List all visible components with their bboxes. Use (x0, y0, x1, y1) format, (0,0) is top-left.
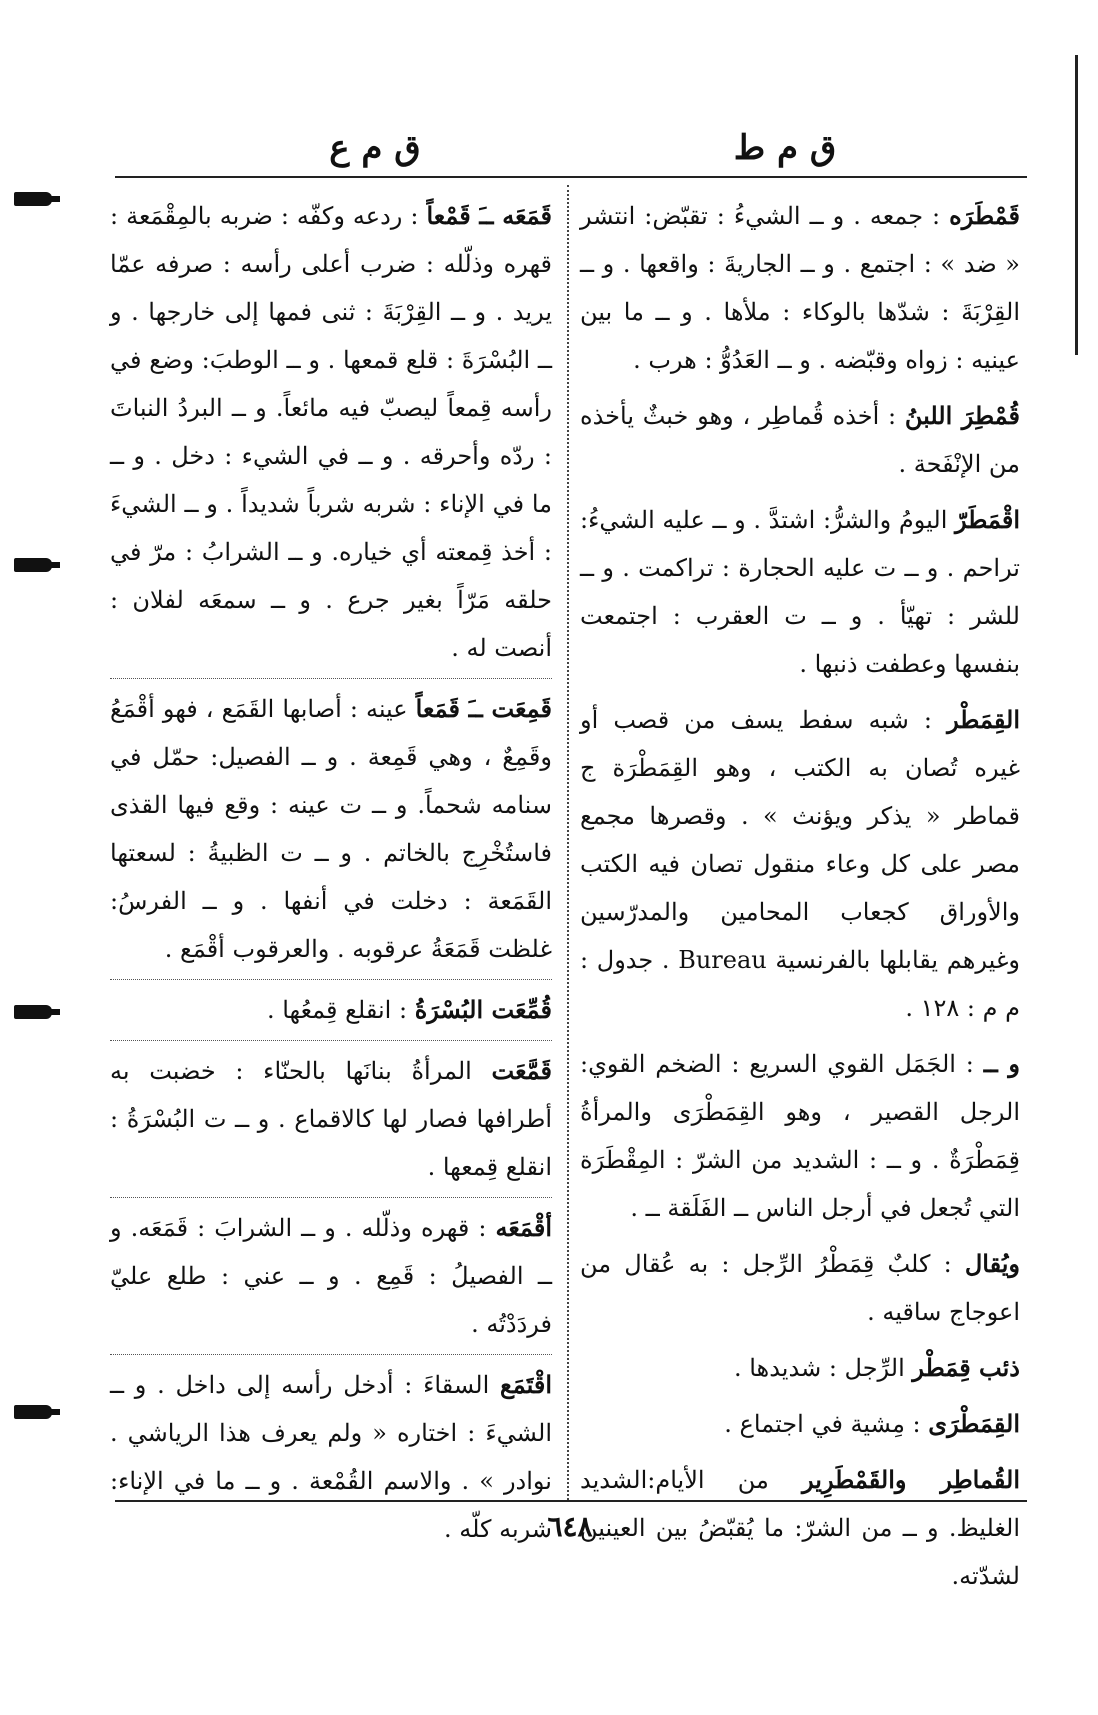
definition: : كلبٌ قِمَطْرُ الرِّجل : به عُقال من اعوجاج ساقيه . (580, 1250, 1020, 1326)
headword: قَمِعَت ــَ قَمَعاً (415, 694, 552, 723)
headword: قَمْطَرَه (949, 201, 1020, 230)
dictionary-entry (580, 1400, 1020, 1448)
left-column (110, 192, 552, 1553)
headword: ويُقال (964, 1249, 1020, 1278)
entry-separator (110, 1354, 552, 1355)
headword: قَمَّعَت (491, 1056, 553, 1085)
definition: : الجَمَل القوي السريع : الضخم القوي: الرجل القصير ، وهو القِمَطْرَى والمرأةُ قِمَطْرَةٌ . و ــ : الشديد من الشرّ : المِقْطَرَة التي تُجعل في أرجل الناس ــ الفَلَقة ــ . (580, 1050, 1020, 1222)
headword: أقْمَعَه (495, 1213, 552, 1242)
definition: : جمعه . و ــ الشيءُ : تقبّض: انتشر « ضد » : اجتمع . و ــ الجاريةَ : واقعها . و ــ القِرْبَةَ : شدّها بالوكاء : ملأها . و ــ ما بين عينيه : زواه وقبّضه . و ــ العَدُوُّ : هرب . (580, 202, 1020, 374)
headword: القُماطِر والقَمْطَرِير (802, 1465, 1020, 1494)
dictionary-entry (580, 1240, 1020, 1336)
right-column (580, 192, 1020, 1600)
entry-separator (110, 979, 552, 980)
root-header-right: ق م ط (733, 128, 837, 168)
definition: السقاءَ : أدخل رأسه إلى داخل . و ــ الشيءَ : اختاره « ولم يعرف هذا الرياشي . نوادر » . والاسم القُمْعة . و ــ ما في الإناء: شربه كلّه . (110, 1371, 552, 1543)
definition: : أخذه قُماطِر ، وهو خبثٌ يأخذه من الإنْفَحة . (580, 402, 1020, 478)
definition: : مِشية في اجتماع . (724, 1410, 921, 1438)
definition: : قهره وذلّله . و ــ الشرابَ : قَمَعَه. و ــ الفصيلُ : قَمِع . و ــ عني : طلع عليّ فردَدْتُه . (110, 1214, 552, 1338)
dictionary-entry (110, 685, 552, 973)
headword: القِمَطْرَى (928, 1409, 1020, 1438)
dictionary-entry (110, 192, 552, 672)
root-header-left: ق م ع (329, 128, 421, 168)
headword: اقْتَمَع (499, 1370, 552, 1399)
headword: و ــ (983, 1049, 1020, 1078)
headword: قُمْطِرَ اللبنُ (904, 401, 1020, 430)
headword: قَمَعَه ــَ قَمْعاً (426, 201, 553, 230)
definition: اليومُ والشرُّ: اشتدَّ . و ــ عليه الشيءُ: تراحم . و ــ ت عليه الحجارة : تراكمت . و ــ للشر : تهيّأ . و ــ ت العقرب : اجتمعت بنفسها وعطفت ذنبها . (580, 506, 1020, 678)
dictionary-entry (580, 1344, 1020, 1392)
definition: من الأيام:الشديد الغليظ. و ــ من الشرّ: ما يُقبّضُ بين العينين لشدّته. (580, 1466, 1020, 1590)
definition: الرِّجل : شديدها . (733, 1354, 905, 1382)
headword: ذئب قِمَطْر (912, 1353, 1020, 1382)
dictionary-entry (110, 1361, 552, 1553)
definition: : شبه سفط يسف من قصب أو غيره تُصان به الكتب ، وهو القِمَطْرَة ج قماطر « يذكر ويؤنث » . وقصرها مجمع مصر على كل وعاء منقول تصان فيه الكتب والأوراق كجعاب المحامين والمدرّسين وغيرهم يقابلها بالفرنسية Bureau . جدول : م م : ١٢٨ . (580, 706, 1021, 1022)
dictionary-entry (580, 192, 1020, 384)
dictionary-entry (110, 1204, 552, 1348)
bottom-rule (115, 1500, 1027, 1502)
definition: المرأةُ بنانَها بالحنّاء : خضبت به أطرافها فصار لها كالاقماع . و ــ ت البُسْرَةُ : انقلع قِمعها . (110, 1057, 552, 1181)
headword: قُمِّعَت البُسْرَةُ (414, 995, 552, 1024)
page-number: ٦٤٨ (547, 1510, 593, 1543)
binding-mark (14, 1405, 52, 1419)
definition: عينه : أصابها القَمَع ، فهو أقْمَعُ وقَمِعٌ ، وهي قَمِعة . و ــ الفصيل: حمّل في سنامه شحماً. و ــ ت عينه : وقع فيها القذى فاستُخْرِج بالخاتم . و ــ ت الظبيةُ : لسعتها القَمَعة : دخلت في أنفها . و ــ الفرسُ: غلظت قَمَعَةُ عرقوبه . والعرقوب أقْمَع . (110, 695, 552, 963)
binding-mark (14, 1005, 52, 1019)
dictionary-entry (110, 1047, 552, 1191)
top-rule (115, 176, 1027, 178)
dictionary-entry (580, 696, 1020, 1032)
dictionary-entry (580, 1040, 1020, 1232)
dictionary-entry (580, 1456, 1020, 1600)
binding-mark (14, 192, 52, 206)
dictionary-entry (110, 986, 552, 1034)
dictionary-entry (580, 496, 1020, 688)
dictionary-entry (580, 392, 1020, 488)
entry-separator (110, 1197, 552, 1198)
entry-separator (110, 1040, 552, 1041)
definition: : انقلع قِمعُها . (266, 996, 408, 1024)
headword: اقْمَطَرّ (955, 505, 1020, 534)
column-divider (567, 185, 569, 1500)
spine-line (1075, 55, 1078, 355)
definition: : ردعه وكفّه : ضربه بالمِقْمَعة : قهره وذلّله : ضرب أعلى رأسه : صرفه عمّا يريد . و ــ القِرْبَةَ : ثنى فمها إلى خارجها . و ــ البُسْرَةَ : قلع قمعها . و ــ الوطبَ: وضع في رأسه قِمعاً ليصبّ فيه مائعاً. و ــ البردُ النباتَ : ردّه وأحرقه . و ــ في الشيء : دخل . و ــ ما في الإناء : شربه شرباً شديداً . و ــ الشيءَ : أخذ قِمعته أي خياره. و ــ الشرابُ : مرّ في حلقه مَرّاً بغير جرع . و ــ سمعَه لفلان : أنصت له . (110, 202, 552, 662)
entry-separator (110, 678, 552, 679)
binding-mark (14, 558, 52, 572)
headword: القِمَطْر (947, 705, 1020, 734)
